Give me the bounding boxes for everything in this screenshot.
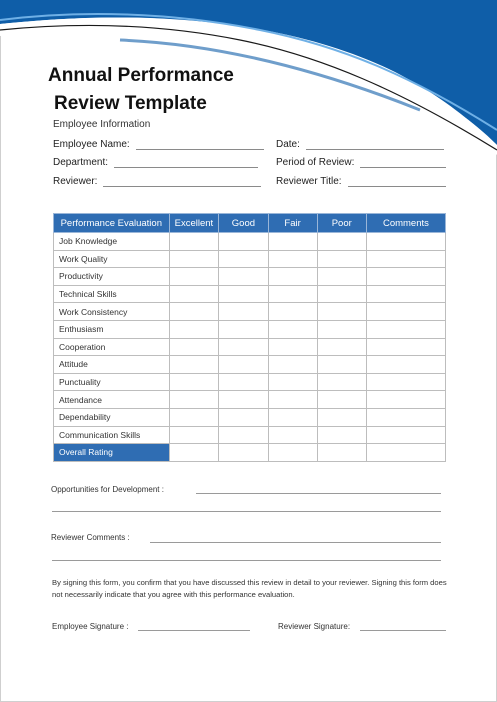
reviewer-signature-label: Reviewer Signature: — [278, 622, 351, 631]
table-row — [54, 373, 446, 391]
comments-cell[interactable] — [366, 356, 445, 374]
poor-cell[interactable] — [317, 303, 366, 321]
fair-cell[interactable] — [268, 320, 317, 338]
table-row — [54, 268, 446, 286]
comments-cell[interactable] — [366, 233, 445, 251]
poor-cell[interactable] — [317, 426, 366, 444]
poor-cell[interactable] — [317, 444, 366, 462]
good-cell[interactable] — [219, 391, 268, 409]
criterion-label: Job Knowledge — [54, 233, 170, 251]
poor-cell[interactable] — [317, 320, 366, 338]
header-comments: Comments — [366, 214, 445, 233]
comments-cell[interactable] — [366, 268, 445, 286]
criterion-label: Enthusiasm — [54, 320, 170, 338]
poor-cell[interactable] — [317, 391, 366, 409]
good-cell[interactable] — [219, 233, 268, 251]
reviewer-signature-line[interactable] — [360, 630, 446, 631]
reviewer-comments-line-1[interactable] — [150, 542, 441, 543]
good-cell[interactable] — [219, 356, 268, 374]
criterion-label: Attendance — [54, 391, 170, 409]
criterion-label: Attitude — [54, 356, 170, 374]
fair-cell[interactable] — [268, 268, 317, 286]
fair-cell[interactable] — [268, 408, 317, 426]
table-row — [54, 426, 446, 444]
excellent-cell[interactable] — [169, 373, 219, 391]
comments-cell[interactable] — [366, 408, 445, 426]
performance-evaluation-table — [53, 213, 446, 462]
excellent-cell[interactable] — [169, 408, 219, 426]
comments-cell[interactable] — [366, 391, 445, 409]
header-poor: Poor — [317, 214, 366, 233]
reviewer-title-field[interactable] — [276, 176, 446, 187]
header-good: Good — [219, 214, 268, 233]
table-row — [54, 391, 446, 409]
table-row — [54, 303, 446, 321]
fair-cell[interactable] — [268, 338, 317, 356]
reviewer-line[interactable] — [103, 176, 261, 187]
poor-cell[interactable] — [317, 285, 366, 303]
criterion-label: Work Quality — [54, 250, 170, 268]
employee-name-field[interactable] — [53, 139, 264, 150]
comments-cell[interactable] — [366, 338, 445, 356]
fair-cell[interactable] — [268, 426, 317, 444]
employee-signature-line[interactable] — [138, 630, 250, 631]
comments-cell[interactable] — [366, 444, 445, 462]
opportunities-line-1[interactable] — [196, 493, 441, 494]
header-fair: Fair — [268, 214, 317, 233]
comments-cell[interactable] — [366, 250, 445, 268]
criterion-label: Overall Rating — [54, 444, 170, 462]
table-row — [54, 338, 446, 356]
department-line[interactable] — [114, 157, 258, 168]
excellent-cell[interactable] — [169, 320, 219, 338]
reviewer-field[interactable] — [53, 176, 261, 187]
excellent-cell[interactable] — [169, 444, 219, 462]
poor-cell[interactable] — [317, 338, 366, 356]
excellent-cell[interactable] — [169, 250, 219, 268]
good-cell[interactable] — [219, 426, 268, 444]
table-row — [54, 250, 446, 268]
excellent-cell[interactable] — [169, 338, 219, 356]
fair-cell[interactable] — [268, 373, 317, 391]
excellent-cell[interactable] — [169, 268, 219, 286]
table-row — [54, 233, 446, 251]
header-excellent: Excellent — [169, 214, 219, 233]
excellent-cell[interactable] — [169, 356, 219, 374]
page-title — [48, 62, 234, 118]
excellent-cell[interactable] — [169, 285, 219, 303]
signature-statement: By signing this form, you confirm that you have discussed this review in detail to your reviewer. Signing this form does not necessarily indicate that you agree with this performance evaluation. — [52, 578, 447, 599]
period-of-review-label: Period of Review: — [276, 157, 355, 168]
criterion-label: Productivity — [54, 268, 170, 286]
date-field[interactable] — [276, 139, 444, 150]
title-line-1: Annual Performance — [48, 65, 234, 86]
date-label: Date: — [276, 139, 300, 150]
employee-name-line[interactable] — [136, 139, 264, 150]
good-cell[interactable] — [219, 268, 268, 286]
opportunities-line-2[interactable] — [52, 511, 441, 512]
poor-cell[interactable] — [317, 408, 366, 426]
reviewer-comments-line-2[interactable] — [52, 560, 441, 561]
comments-cell[interactable] — [366, 303, 445, 321]
poor-cell[interactable] — [317, 233, 366, 251]
header-performance-evaluation: Performance Evaluation — [54, 214, 170, 233]
overall-rating-row — [54, 444, 446, 462]
reviewer-title-label: Reviewer Title: — [276, 176, 342, 187]
date-line[interactable] — [306, 139, 444, 150]
fair-cell[interactable] — [268, 356, 317, 374]
good-cell[interactable] — [219, 444, 268, 462]
good-cell[interactable] — [219, 250, 268, 268]
fair-cell[interactable] — [268, 285, 317, 303]
comments-cell[interactable] — [366, 373, 445, 391]
fair-cell[interactable] — [268, 303, 317, 321]
good-cell[interactable] — [219, 338, 268, 356]
criterion-label: Dependability — [54, 408, 170, 426]
poor-cell[interactable] — [317, 356, 366, 374]
employee-signature-label: Employee Signature : — [52, 622, 129, 631]
period-of-review-line[interactable] — [360, 157, 446, 168]
fair-cell[interactable] — [268, 391, 317, 409]
comments-cell[interactable] — [366, 320, 445, 338]
good-cell[interactable] — [219, 373, 268, 391]
table-header-row — [54, 214, 446, 233]
criterion-label: Cooperation — [54, 338, 170, 356]
criterion-label: Communication Skills — [54, 426, 170, 444]
period-of-review-field[interactable] — [276, 157, 446, 168]
title-line-2: Review Template — [54, 93, 207, 114]
comments-cell[interactable] — [366, 426, 445, 444]
department-label: Department: — [53, 157, 109, 168]
fair-cell[interactable] — [268, 250, 317, 268]
poor-cell[interactable] — [317, 250, 366, 268]
employee-name-label: Employee Name: — [53, 139, 130, 150]
criterion-label: Punctuality — [54, 373, 170, 391]
good-cell[interactable] — [219, 285, 268, 303]
criterion-label: Work Consistency — [54, 303, 170, 321]
excellent-cell[interactable] — [169, 303, 219, 321]
table-row — [54, 320, 446, 338]
employee-info-heading: Employee Information — [53, 119, 151, 130]
excellent-cell[interactable] — [169, 391, 219, 409]
department-field[interactable] — [53, 157, 258, 168]
reviewer-title-line[interactable] — [348, 176, 446, 187]
poor-cell[interactable] — [317, 268, 366, 286]
fair-cell[interactable] — [268, 233, 317, 251]
table-row — [54, 356, 446, 374]
comments-cell[interactable] — [366, 285, 445, 303]
criterion-label: Technical Skills — [54, 285, 170, 303]
reviewer-comments-label: Reviewer Comments : — [51, 533, 130, 542]
opportunities-label: Opportunities for Development : — [51, 485, 164, 494]
good-cell[interactable] — [219, 320, 268, 338]
table-row — [54, 285, 446, 303]
reviewer-label: Reviewer: — [53, 176, 98, 187]
poor-cell[interactable] — [317, 373, 366, 391]
excellent-cell[interactable] — [169, 426, 219, 444]
excellent-cell[interactable] — [169, 233, 219, 251]
fair-cell[interactable] — [268, 444, 317, 462]
table-row — [54, 408, 446, 426]
good-cell[interactable] — [219, 303, 268, 321]
good-cell[interactable] — [219, 408, 268, 426]
